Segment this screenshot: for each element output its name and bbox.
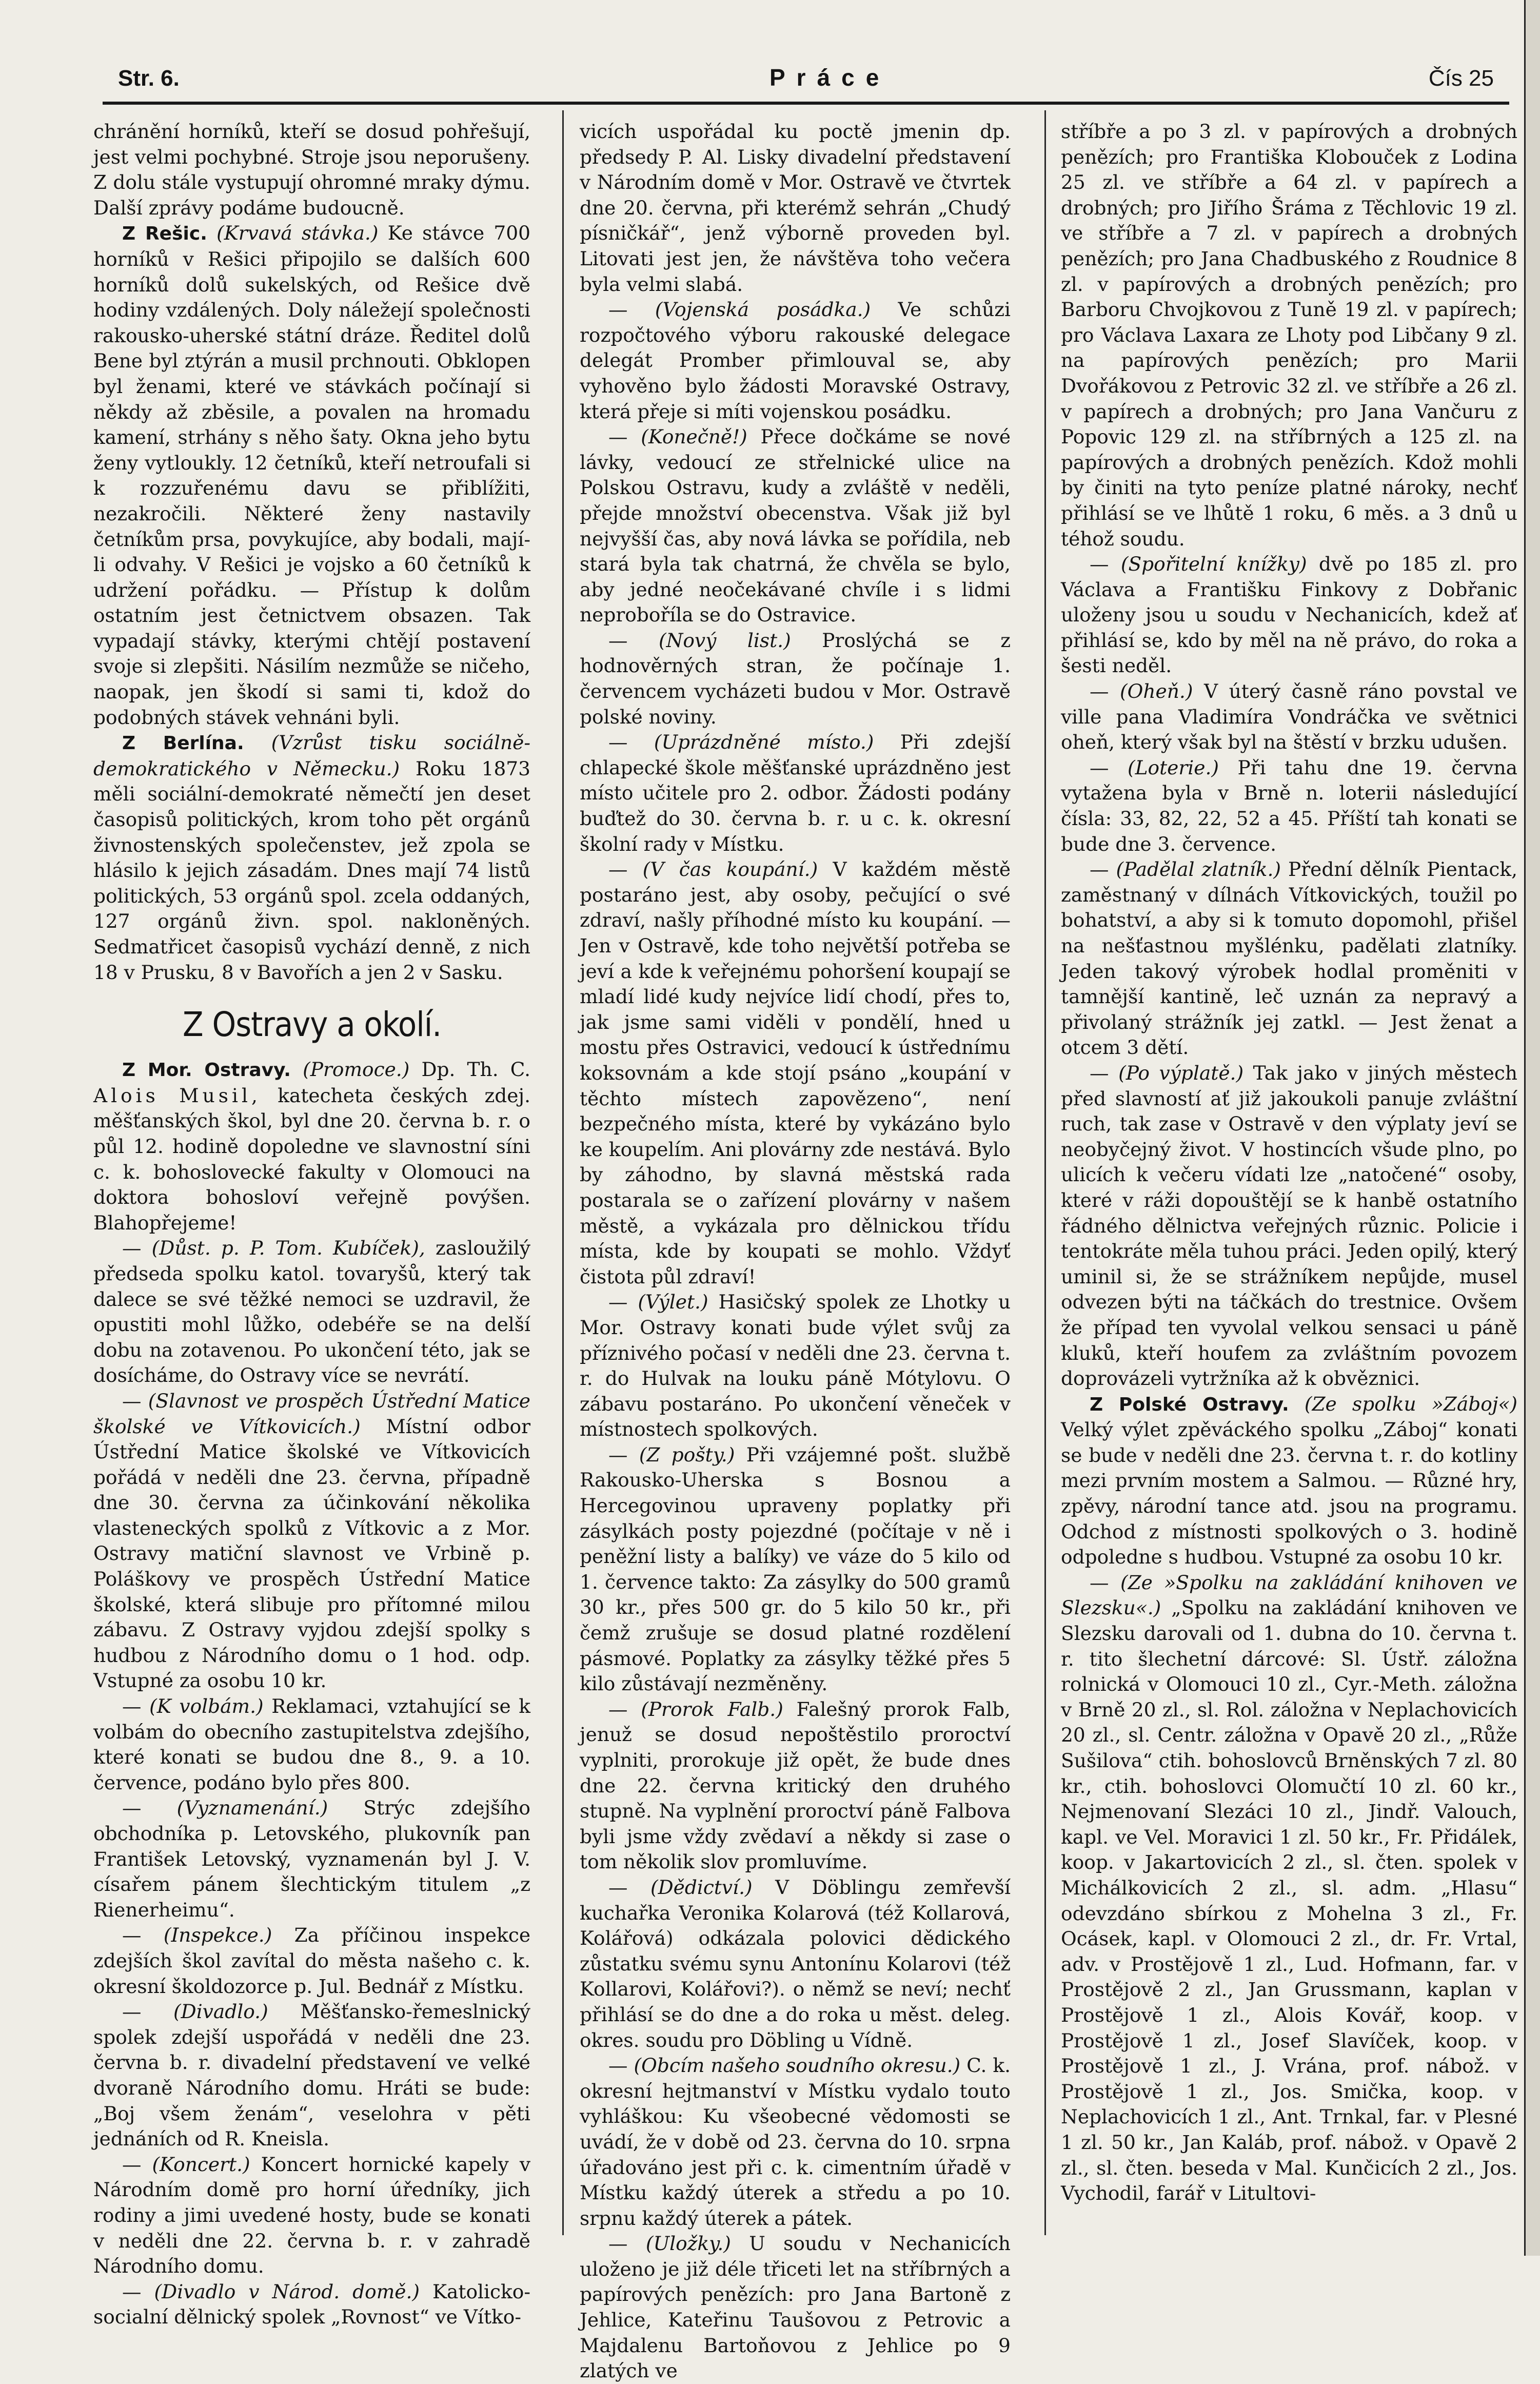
article: — (Po výplatě.) Tak jako v jiných městech před slavností ať již jakoukoli panuje zvláštní ruch, tak zase v Ostravě v den výplaty jeví se neobyčejný život. V hostincích všude plno, po ulicích k večeru vídati lze „natočené“ osoby, které v ráži dopouštějí se k hanbě ostatního řádného dělnictva veřejných různic. Policie i tentokráte měla tuhou práci. Jeden opilý, který uminil si, že se strážníkem nepůjde, musel odvezen býti na táčkách do trestnice. Ovšem že případ ten vyvolal velkou sensaci u páně kluků, kteří houfem za zvláštním povozem doprovázeli vytržníka až k obvěznici. bbox=[1061, 1061, 1518, 1390]
article: — (Loterie.) Při tahu dne 19. června vytažena byla v Brně n. loterii následující čísla: 33, 82, 22, 52 a 45. Příští tah konati se bude dne 3. července. bbox=[1061, 756, 1518, 855]
article-text: Strýc zdejšího obchodníka p. Letovského, plukovník pan František Letovský, vyznamenán byl J. V. císařem pánem šlechtickým titulem „z Rienerheimu“. bbox=[93, 1796, 530, 1921]
newspaper-title: Práce bbox=[769, 64, 891, 91]
article-label: (Uložky.) bbox=[645, 2232, 731, 2255]
article-text: Přece dočkáme se nové lávky, vedoucí ze střelnické ulice na Polskou Ostravu, kudy a zvláště v neděli, přejde množství obecenstva. Však již byl nejvyšší čas, aby nová lávka se pořídila, neb stará byla tak chatrná, že chvěla se bylo, aby jedné neočekávané chvíle i s lidmi neproboříla se do Ostravice. bbox=[580, 425, 1011, 627]
article-label: (Výlet.) bbox=[638, 1291, 708, 1314]
article-label: (Obcím našeho soudního okresu.) bbox=[634, 2054, 961, 2077]
article: — (Padělal zlatník.) Přední dělník Pientack, zaměstnaný v dílnách Vítkovických, toužil po bohatství, a aby si k tomuto dopomohl, přišel na nešťastnou myšlénku, padělati zlatníky. Jeden takový výrobek hodlal proměniti v tamnější kantině, leč uznán za nepravý a přivolaný strážník jej zatkl. — Jest ženat a otcem 3 dětí. bbox=[1061, 858, 1518, 1059]
article: — (Dědictví.) V Döblingu zemřevší kuchařka Veronika Kolarová (též Kollarová, Kolářová) odkázala polovici dědického zůstatku svému synu Antonínu Kolarovi (též Kollarovi, Kolářovi?). o němž se neví; nechť přihlásí se do dne a do roka u měst. deleg. okres. soudu pro Döbling u Vídně. bbox=[580, 1875, 1011, 2051]
article-label: (Inspekce.) bbox=[163, 1924, 272, 1947]
article-label: (Vzrůst tisku sociálně-demokratického v Německu.) bbox=[93, 731, 530, 780]
article: — (Vyznamenání.) Strýc zdejšího obchodníka p. Letovského, plukovník pan František Letovský, vyznamenán byl J. V. císařem pánem šlechtickým titulem „z Rienerheimu“. bbox=[93, 1796, 530, 1921]
article-text: zasloužilý předseda spolku katol. tovaryšů, který tak dalece se své těžké nemoci se uzdravil, že opustiti mohl lůžko, odebéře se na delší dobu na zotavenou. Po ukončení této, jak se dosícháme, do Ostravy více se nevrátí. bbox=[93, 1237, 531, 1387]
article: — (Divadlo.) Měšťansko-řemeslnický spolek zdejší uspořádá v neděli dne 23. června b. r. divadelní představení ve velké dvoraně Národního domu. Hráti se bude: „Boj všem ženám“, veselohra v pěti jednáních od R. Kneisla. bbox=[93, 2000, 530, 2151]
place-heading: Z Berlína. bbox=[122, 733, 244, 754]
article bbox=[93, 730, 530, 985]
place-heading: Z Polské Ostravy. bbox=[1090, 1394, 1289, 1415]
issue-number: Čís 25 bbox=[1428, 66, 1494, 91]
article-text: Měšťansko-řemeslnický spolek zdejší uspořádá v neděli dne 23. června b. r. divadelní představení ve velké dvoraně Národního domu. Hráti se bude: „Boj všem ženám“, veselohra v pěti jednáních od R. Kneisla. bbox=[93, 2000, 530, 2151]
column-3 bbox=[1061, 119, 1517, 2233]
article-text: Při zdejší chlapecké škole měšťanské uprázdněno jest místo učitele pro 2. odbor. Žádosti podány buďtež do 30. června b. r. u c. k. okresní školní rady v Místku. bbox=[580, 731, 1011, 855]
article-label: (Slavnost ve prospěch Ústřední Matice školské ve Vítkovicích.) bbox=[93, 1389, 530, 1438]
column-2 bbox=[580, 119, 1011, 2382]
article-text: Falešný prorok Falb, jenuž se dosud nepoštěstilo proroctví vyplniti, prorokuje již opět, že bude dnes dne 22. června kritický den druhého stupně. Na vyplnění proroctví páně Falbova byli jsme vždy zvědaví a někdy si zase o tom několik slov promluvíme. bbox=[580, 1697, 1011, 1873]
article-text: Přední dělník Pientack, zaměstnaný v dílnách Vítkovických, toužil po bohatství, a aby si k tomuto dopomohl, přišel na nešťastnou myšlénku, padělati zlatníky. Jeden takový výrobek hodlal proměniti v tamnější kantině, leč uznán za nepravý a přivolaný strážník jej zatkl. — Jest ženat a otcem 3 dětí. bbox=[1061, 858, 1518, 1059]
article-label: (Ze spolku »Záboj«) bbox=[1304, 1392, 1517, 1415]
article-text: Ve schůzi rozpočtového výboru rakouské delegace delegát Promber přimlouval se, aby vyhověno bylo žádosti Moravské Ostravy, která přeje si míti vojenskou posádku. bbox=[580, 298, 1011, 423]
article: — (Z pošty.) Při vzájemné pošt. službě Rakousko-Uherska s Bosnou a Hercegovinou upraveny poplatky při zásylkách posty pojezdné (počítaje v ně i peněžní listy a balíky) ve váze do 5 kilo od 1. července takto: Za zásylky do 500 gramů 30 kr., přes 500 gr. do 5 kilo 50 kr., při čemž zrušuje se dosud platné rozdělení pásmové. Poplatky za zásylky těžké přes 5 kilo zůstávají nezměněny. bbox=[580, 1443, 1011, 1695]
article-text: Proslýchá se z hodnověrných stran, že počínaje 1. červencem vycházeti budou v Mor. Ostravě polské noviny. bbox=[580, 629, 1011, 728]
article-text: U soudu v Nechanicích uloženo je již déle třiceti let na stříbrných a papírových penězích: pro Jana Bartoně z Jehlice, Kateřinu Taušovou z Petrovic a Majdalenu Bartoňovou z Jehlice po 9 zlatých ve bbox=[580, 2232, 1011, 2382]
adjacent-page-edge bbox=[1524, 0, 1540, 2256]
article: — (Důst. p. P. Tom. Kubíček), zasloužilý předseda spolku katol. tovaryšů, který tak dalece se své těžké nemoci se uzdravil, že opustiti mohl lůžko, odebéře se na delší dobu na zotavenou. Po ukončení této, jak se dosícháme, do Ostravy více se nevrátí. bbox=[93, 1237, 531, 1387]
article bbox=[93, 221, 530, 730]
article-label: (Dědictví.) bbox=[650, 1875, 753, 1899]
place-heading: Z Mor. Ostravy. bbox=[122, 1060, 291, 1081]
article-label: (V čas koupání.) bbox=[642, 858, 818, 881]
article-label: (Oheň.) bbox=[1120, 680, 1193, 703]
article-label: (Po výplatě.) bbox=[1118, 1061, 1244, 1084]
article-text: Za příčinou inspekce zdejších škol zavítal do města našeho c. k. okresní školdozorce p. Jul. Bednář z Místku. bbox=[93, 1924, 531, 1998]
article-text: V každém městě postaráno jest, aby osoby, pečující o své zdraví, našly příhodné místo ku koupání. — Jen v Ostravě, kde toho největší potřeba se jeví a kde k veřejnému pohoršení koupají se mladí lidé kudy nejvíce lidí chodí, přes to, jak jsme sami viděli v pondělí, hned u mostu přes Ostravici, vedoucí k ústřednímu koksovnám a kde stojí psáno „koupání v těchto místech zapovězeno“, není bezpečného místa, které by vykázáno bylo ke koupelím. Ani plovárny zde nestává. Bylo by záhodno, by slavná městská rada postarala se o zařízení plovárny v našem městě, a vykázala pro dělnickou třídu místa, kde by koupati se mohlo. Vždyť čistota půl zdraví! bbox=[580, 858, 1011, 1288]
article: — (Spořitelní knížky) dvě po 185 zl. pro Václava a Františku Finkovy z Dobřanic uloženy jsou u soudu v Nechanicích, kdež ať přihlásí se, kdo by měl na ně právo, do roka a šesti neděl. bbox=[1061, 553, 1518, 677]
article-label: (Divadlo.) bbox=[173, 2000, 268, 2023]
article-label: (Promoce.) bbox=[303, 1058, 410, 1081]
section-heading: Z Ostravy a okolí. bbox=[182, 1005, 442, 1045]
article-text: V Döblingu zemřevší kuchařka Veronika Kolarová (též Kollarová, Kolářová) odkázala polovici dědického zůstatku svému synu Antonínu Kolarovi (též Kollarovi, Kolářovi?). o němž se neví; nechť přihlásí se do dne a do roka u měst. deleg. okres. soudu pro Döbling u Vídně. bbox=[580, 1875, 1011, 2051]
article-label: (Padělal zlatník.) bbox=[1116, 858, 1281, 881]
article: — (Nový list.) Proslýchá se z hodnověrných stran, že počínaje 1. červencem vycházeti budou v Mor. Ostravě polské noviny. bbox=[580, 629, 1011, 728]
article-label: (Důst. p. P. Tom. Kubíček), bbox=[151, 1237, 425, 1260]
article bbox=[1061, 1392, 1517, 1570]
article: — (Oheň.) V úterý časně ráno povstal ve ville pana Vladimíra Vondráčka ve světnici oheň, který však byl na štěstí v brzku udušen. bbox=[1061, 680, 1517, 754]
article-label: (Ze »Spolku na zakládání knihoven ve Slezsku«.) bbox=[1061, 1571, 1518, 1619]
article-text: Tak jako v jiných městech před slavností ať již jakoukoli panuje zvláštní ruch, tak zase v Ostravě v den výplaty jeví se neobyčejný život. V hostincích všude plno, po ulicích k večeru vídati lze „natočené“ osoby, které v ráži dopouštějí se k hanbě ostatního řádného dělnictva veřejných různic. Policie i tentokráte měla tuhou práci. Jeden opilý, který uminil si, že se strážníkem nepůjde, musel odvezen býti na táčkách do trestnice. Ovšem že případ ten vyvolal velkou sensaci u páně kluků, kteří houfem za zvláštním povozem doprovázeli vytržníka až k obvěznici. bbox=[1061, 1061, 1518, 1390]
place-heading: Z Rešic. bbox=[122, 223, 207, 245]
article-text: Při vzájemné pošt. službě Rakousko-Uherska s Bosnou a Hercegovinou upraveny poplatky při zásylkách posty pojezdné (počítaje v ně i peněžní listy a balíky) ve váze do 5 kilo od 1. července takto: Za zásylky do 500 gramů 30 kr., přes 500 gr. do 5 kilo 50 kr., při čemž zrušuje se dosud platné rozdělení pásmové. Poplatky za zásylky těžké přes 5 kilo zůstávají nezměněny. bbox=[580, 1443, 1011, 1695]
article: — (Obcím našeho soudního okresu.) C. k. okresní hejtmanství v Místku vydalo touto vyhláškou: Ku všeobecné vědomosti se uvádí, že v době od 23. června do 10. srpna úřadováno jest při c. k. cimentním úřadě v Místku každý úterek a středu a po 10. srpnu každý úterek a pátek. bbox=[580, 2054, 1011, 2230]
article-text: Ke stávce 700 horníků v Rešici připojilo se dalších 600 horníků dolů sukelských, od Rešice dvě hodiny vzdálených. Doly náležejí společnosti rakousko-uherské státní dráze. Ředitel dolů Bene byl ztýrán a musil prchnouti. Obklopen byl ženami, které ve stávkách počínají si někdy až zběsile, a povalen na hromadu kamení, strhány s něho šaty. Okna jeho bytu ženy vytloukly. 12 četníků, kteří netroufali si k rozzuřenému davu se přiblížiti, nezakročili. Některé ženy nastavily četníkům prsa, povykujíce, aby bodali, mají-li odvahy. V Rešici je vojsko a 60 četníků k udržení pořádku. — Přístup k dolům ostatním jest četnictvem obsazen. Tak vypadají stávky, kterými chtějí postavení svoje si zlepšiti. Násilím nezmůže se ničeho, naopak, jen škodí si sami ti, kdož do podobných stávek vehnáni byli. bbox=[93, 222, 531, 729]
article-label: (Prorok Falb.) bbox=[641, 1697, 783, 1721]
article: — (Uprázdněné místo.) Při zdejší chlapecké škole měšťanské uprázdněno jest místo učitele pro 2. odbor. Žádosti podány buďtež do 30. června b. r. u c. k. okresní školní rady v Místku. bbox=[580, 731, 1011, 855]
article-label: (Vyznamenání.) bbox=[176, 1796, 328, 1820]
article-text: V úterý časně ráno povstal ve ville pana Vladimíra Vondráčka ve světnici oheň, který však byl na štěstí v brzku udušen. bbox=[1061, 680, 1517, 754]
article-label: (Vojenská posádka.) bbox=[655, 298, 871, 321]
article: — (Ze »Spolku na zakládání knihoven ve Slezsku«.) „Spolku na zakládání knihoven ve Slezsku darovali od 1. dubna do 10. června t. r. tito šlechetní dárcové: Sl. Ústř. záložna rolnická v Olomouci 10 zl., Cyr.-Meth. záložna v Brně 20 zl., sl. Rol. záložna v Neplachovicích 20 zl., sl. Centr. záložna v Opavě 20 zl., „Růže Sušilova“ ctih. bohoslovců Brněnských 7 zl. 80 kr., ctih. bohoslovci Olomučtí 10 zl. 60 kr., Nejmenovaní Slezáci 10 zl., Jindř. Valouch, kapl. ve Vel. Moravici 1 zl. 50 kr., Fr. Přidálek, koop. v Jakartovicích 2 zl., sl. čten. spolek v Michálkovicích 2 zl., sl. adm. „Hlasu“ odevzdáno sbírkou z Mohelna 3 zl., Fr. Ocásek, kapl. v Olomouci 2 zl., dr. Fr. Vrtal, adv. v Prostějově 1 zl., Lud. Hofmann, far. v Prostějově 2 zl., Jan Grussmann, kaplan v Prostějově 1 zl., Alois Kovář, koop. v Prostějově 1 zl., Josef Slavíček, koop. v Prostějově 1 zl., J. Vrána, prof. nábož. v Prostějově 1 zl., Jos. Smička, koop. v Neplachovicích 1 zl., Ant. Trnkal, far. v Plesné 1 zl. 50 kr., Jan Kaláb, prof. nábož. v Opavě 2 zl., sl. čten. beseda v Mal. Kunčicích 2 zl., Jos. Vychodil, farář v Litultovi- bbox=[1061, 1571, 1518, 2205]
page-number: Str. 6. bbox=[118, 66, 180, 91]
article: — (Výlet.) Hasičský spolek ze Lhotky u Mor. Ostravy konati bude výlet svůj za příznivého počasí v neděli dne 23. června t. r. do Hulvak na louku páně Mótylovu. O zábavu postaráno. Po ukončení věneček v místnostech spolkových. bbox=[580, 1291, 1011, 1441]
article-text: stříbře a po 3 zl. v papírových a drobných penězích; pro Františka Klobouček z Lodina 25 zl. ve stříbře a 64 zl. v papírech a drobných; pro Jiřího Šráma z Těchlovic 19 zl. ve stříbře a 7 zl. v papírech a drobných penězích; pro Jana Chadbuského z Roudnice 8 zl. v papírových a drobných penězích; pro Barboru Chvojkovou z Tuně 19 zl. v papírech; pro Václava Laxara ze Lhoty pod Libčany 9 zl. na papírových penězích; pro Marii Dvořákovou z Petrovic 32 zl. ve stříbře a 26 zl. v papírech a drobných; pro Jana Vančuru z Popovic 129 zl. na stříbrných a 125 zl. na papírových a drobných penězích. Kdož mohli by činiti na tyto peníze platné nároky, nechť přihlásí se ve lhůtě 1 roku, 6 měs. a 3 dnů u téhož soudu. bbox=[1061, 120, 1517, 550]
article-label: (Spořitelní knížky) bbox=[1120, 553, 1307, 576]
article: — (Koncert.) Koncert hornické kapely v Národním domě pro horní úředníky, jich rodiny a jimi uvedené hosty, bude se konati v neděli dne 22. června b. r. v zahradě Národního domu. bbox=[93, 2153, 531, 2278]
article-text: Při tahu dne 19. června vytažena byla v Brně n. loterii následující čísla: 33, 82, 22, 52 a 45. Příští tah konati se bude dne 3. července. bbox=[1061, 756, 1518, 855]
article-text: katecheta českých zdej. měšťanských škol, byl dne 20. června b. r. o půl 12. hodině dopoledne ve slavnostní síni c. k. bohoslovecké fakulty v Olomouci na doktora bohosloví veřejně povýšen. Blahopřejeme! bbox=[93, 1084, 531, 1234]
article: — (Slavnost ve prospěch Ústřední Matice školské ve Vítkovicích.) Místní odbor Ústřední Matice školské ve Vítkovicích pořádá v neděli dne 23. června, případně dne 30. června za účinkování několika vlasteneckých spolků z Vítkovic a z Mor. Ostravy matiční slavnost ve Vrbině p. Poláškovy ve prospěch Ústřední Matice školské, která slibuje pro přítomné milou zábavu. Z Ostravy vyjdou zdejší spolky s hudbou z Národního domu o 1 hod. odp. Vstupné za osobu 10 kr. bbox=[93, 1389, 530, 1692]
article-label: (Loterie.) bbox=[1127, 756, 1219, 779]
article-label: (K volbám.) bbox=[149, 1695, 264, 1718]
article-text: Dp. Th. C. bbox=[421, 1058, 531, 1081]
article-label: (Divadlo v Národ. domě.) bbox=[154, 2280, 420, 2303]
page-header bbox=[103, 61, 1509, 102]
article-text: vicích uspořádal ku poctě jmenin dp. předsedy P. Al. Lisky divadelní představení v Národním domě v Mor. Ostravě ve čtvrtek dne 20. června, při kterémž sehrán „Chudý písničkář“, jenž výborně proveden byl. Litovati jest jen, že návštěva toho večera byla velmi slabá. bbox=[580, 120, 1011, 296]
article-label: (Nový list.) bbox=[658, 629, 791, 652]
column-divider bbox=[562, 110, 564, 2235]
article-text: Hasičský spolek ze Lhotky u Mor. Ostravy konati bude výlet svůj za příznivého počasí v neděli dne 23. června t. r. do Hulvak na louku páně Mótylovu. O zábavu postaráno. Po ukončení věneček v místnostech spolkových. bbox=[580, 1291, 1011, 1441]
article-text: chránění horníků, kteří se dosud pohřešují, jest velmi pochybné. Stroje jsou neporušeny. Z dolu stále vystupují ohromné mraky dýmu. Další zprávy podáme budoucně. bbox=[93, 120, 530, 219]
column-1 bbox=[93, 119, 531, 2329]
article-text: Místní odbor Ústřední Matice školské ve Vítkovicích pořádá v neděli dne 23. června, případně dne 30. června za účinkování několika vlasteneckých spolků z Vítkovic a z Mor. Ostravy matiční slavnost ve Vrbině p. Poláškovy ve prospěch Ústřední Matice školské, která slibuje pro přítomné milou zábavu. Z Ostravy vyjdou zdejší spolky s hudbou z Národního domu o 1 hod. odp. Vstupné za osobu 10 kr. bbox=[93, 1415, 530, 1692]
person-name: Alois Musil, bbox=[93, 1084, 261, 1107]
article-text: Roku 1873 měli sociální-demokraté němečtí jen deset časopisů politických, krom toho pět orgánů živnostenských společenstev, jež zpola se hlásilo k jejich zásadám. Dnes mají 74 listů politických, 53 orgánů spol. zcela oddaných, 127 orgánů živn. spol. nakloněných. Sedmatřicet časopisů vychází denně, z nich 18 v Prusku, 8 v Bavořích a jen 2 v Sasku. bbox=[93, 757, 531, 984]
article-text: Velký výlet zpěváckého spolku „Záboj“ konati se bude v neděli dne 23. června t. r. do kotliny mezi prvním mostem a Salmou. — Různé hry, zpěvy, národní tance atd. jsou na programu. Odchod z místnosti spolkových o 3. hodině odpoledne s hudbou. Vstupné za osobu 10 kr. bbox=[1061, 1418, 1517, 1569]
article-text: dvě po 185 zl. pro Václava a Františku Finkovy z Dobřanic uloženy jsou u soudu v Nechanicích, kdež ať přihlásí se, kdo by měl na ně právo, do roka a šesti neděl. bbox=[1061, 553, 1518, 677]
article-text: Reklamaci, vztahující se k volbám do obecního zastupitelstva zdejšího, které konati se budou dne 8., 9. a 10. července, podáno bylo přes 800. bbox=[93, 1695, 530, 1794]
column-divider bbox=[1044, 110, 1046, 2235]
article-text: „Spolku na zakládání knihoven ve Slezsku darovali od 1. dubna do 10. června t. r. tito šlechetní dárcové: Sl. Ústř. záložna rolnická v Olomouci 10 zl., Cyr.-Meth. záložna v Brně 20 zl., sl. Rol. záložna v Neplachovicích 20 zl., sl. Centr. záložna v Opavě 20 zl., „Růže Sušilova“ ctih. bohoslovců Brněnských 7 zl. 80 kr., ctih. bohoslovci Olomučtí 10 zl. 60 kr., Nejmenovaní Slezáci 10 zl., Jindř. Valouch, kapl. ve Vel. Moravici 1 zl. 50 kr., Fr. Přidálek, koop. v Jakartovicích 2 zl., sl. čten. spolek v Michálkovicích 2 zl., sl. adm. „Hlasu“ odevzdáno sbírkou z Mohelna 3 zl., Fr. Ocásek, kapl. v Olomouci 2 zl., dr. Fr. Vrtal, adv. v Prostějově 1 zl., Lud. Hofmann, far. v Prostějově 2 zl., Jan Grussmann, kaplan v Prostějově 1 zl., Alois Kovář, koop. v Prostějově 1 zl., Josef Slavíček, koop. v Prostějově 1 zl., J. Vrána, prof. nábož. v Prostějově 1 zl., Jos. Smička, koop. v Neplachovicích 1 zl., Ant. Trnkal, far. v Plesné 1 zl. 50 kr., Jan Kaláb, prof. nábož. v Opavě 2 zl., sl. čten. beseda v Mal. Kunčicích 2 zl., Jos. Vychodil, farář v Litultovi- bbox=[1061, 1596, 1518, 2205]
article: — (Vojenská posádka.) Ve schůzi rozpočtového výboru rakouské delegace delegát Promber přimlouval se, aby vyhověno bylo žádosti Moravské Ostravy, která přeje si míti vojenskou posádku. bbox=[580, 298, 1011, 423]
article-label: (Z pošty.) bbox=[639, 1443, 735, 1466]
article-label: (Krvavá stávka.) bbox=[216, 222, 379, 245]
article-label: (Uprázdněné místo.) bbox=[654, 731, 874, 754]
article: — (Inspekce.) Za příčinou inspekce zdejších škol zavítal do města našeho c. k. okresní školdozorce p. Jul. Bednář z Místku. bbox=[93, 1924, 531, 1998]
article-label: (Konečně!) bbox=[641, 425, 747, 448]
article: — (V čas koupání.) V každém městě postaráno jest, aby osoby, pečující o své zdraví, našly příhodné místo ku koupání. — Jen v Ostravě, kde toho největší potřeba se jeví a kde k veřejnému pohoršení koupají se mladí lidé kudy nejvíce lidí chodí, přes to, jak jsme sami viděli v pondělí, hned u mostu přes Ostravici, vedoucí k ústřednímu koksovnám a kde stojí psáno „koupání v těchto místech zapovězeno“, není bezpečného místa, které by vykázáno bylo ke koupelím. Ani plovárny zde nestává. Bylo by záhodno, by slavná městská rada postarala se o zařízení plovárny v našem městě, a vykázala pro dělnickou třídu místa, kde by koupati se mohlo. Vždyť čistota půl zdraví! bbox=[580, 858, 1011, 1288]
article-text: C. k. okresní hejtmanství v Místku vydalo touto vyhláškou: Ku všeobecné vědomosti se uvádí, že v době od 23. června do 10. srpna úřadováno jest při c. k. cimentním úřadě v Místku každý úterek a středu a po 10. srpnu každý úterek a pátek. bbox=[580, 2054, 1011, 2230]
article: — (Prorok Falb.) Falešný prorok Falb, jenuž se dosud nepoštěstilo proroctví vyplniti, prorokuje již opět, že bude dnes dne 22. června kritický den druhého stupně. Na vyplnění proroctví páně Falbova byli jsme vždy zvědaví a někdy si zase o tom několik slov promluvíme. bbox=[580, 1697, 1011, 1873]
article: — (Uložky.) U soudu v Nechanicích uloženo je již déle třiceti let na stříbrných a papírových penězích: pro Jana Bartoně z Jehlice, Kateřinu Taušovou z Petrovic a Majdalenu Bartoňovou z Jehlice po 9 zlatých ve bbox=[580, 2232, 1011, 2382]
article: — (K volbám.) Reklamaci, vztahující se k volbám do obecního zastupitelstva zdejšího, které konati se budou dne 8., 9. a 10. července, podáno bylo přes 800. bbox=[93, 1695, 530, 1794]
article: — (Konečně!) Přece dočkáme se nové lávky, vedoucí ze střelnické ulice na Polskou Ostravu, kudy a zvláště v neděli, přejde množství obecenstva. Však již byl nejvyšší čas, aby nová lávka se pořídila, neb stará byla tak chatrná, že chvěla se bylo, aby jedné neočekávané chvíle i s lidmi neproboříla se do Ostravice. bbox=[580, 425, 1011, 627]
article: — (Divadlo v Národ. domě.) Katolicko-socialní dělnický spolek „Rovnost“ ve Vítko- bbox=[93, 2280, 531, 2329]
article-label: (Koncert.) bbox=[152, 2153, 250, 2176]
header-rule bbox=[103, 102, 1509, 105]
article bbox=[93, 1057, 530, 1236]
article-text: Koncert hornické kapely v Národním domě pro horní úředníky, jich rodiny a jimi uvedené hosty, bude se konati v neděli dne 22. června b. r. v zahradě Národního domu. bbox=[93, 2153, 531, 2278]
article-text: Katolicko-socialní dělnický spolek „Rovnost“ ve Vítko- bbox=[93, 2280, 531, 2329]
